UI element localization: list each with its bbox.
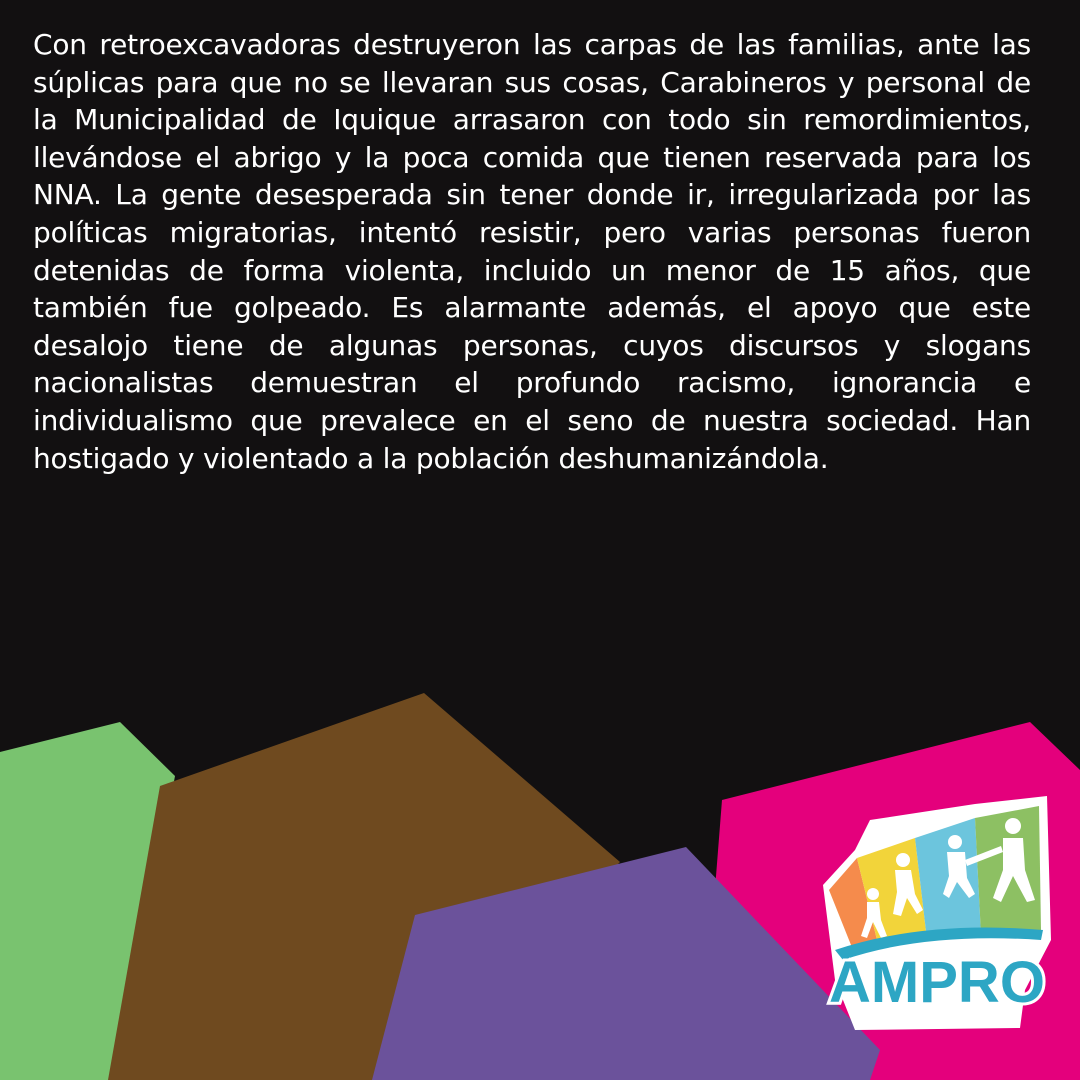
logo-title: AMPRO <box>829 950 1045 1015</box>
ampro-logo <box>815 790 1055 1040</box>
post-paragraph: Con retroexcavadoras destruyeron las carpas de las familias, ante las súplicas para que no se llevaran sus cosas, Carabineros y personal de la Municipalidad de Iquique arrasaron con todo sin remordimientos, llevándose el abrigo y la poca comida que tienen reservada para los NNA. La gente desesperada sin tener donde ir, irregularizada por las políticas migratorias, intentó resistir, pero varias personas fueron detenidas de forma violenta, incluido un menor de 15 años, que también fue golpeado. Es alarmante además, el apoyo que este desalojo tiene de algunas personas, cuyos discursos y slogans nacionalistas demuestran el profundo racismo, ignorancia e individualismo que prevalece en el seno de nuestra sociedad. Han hostigado y violentado a la población deshumanizándola. <box>33 28 1031 475</box>
logo-subtitle: TARAPACÁ <box>892 1011 1018 1030</box>
